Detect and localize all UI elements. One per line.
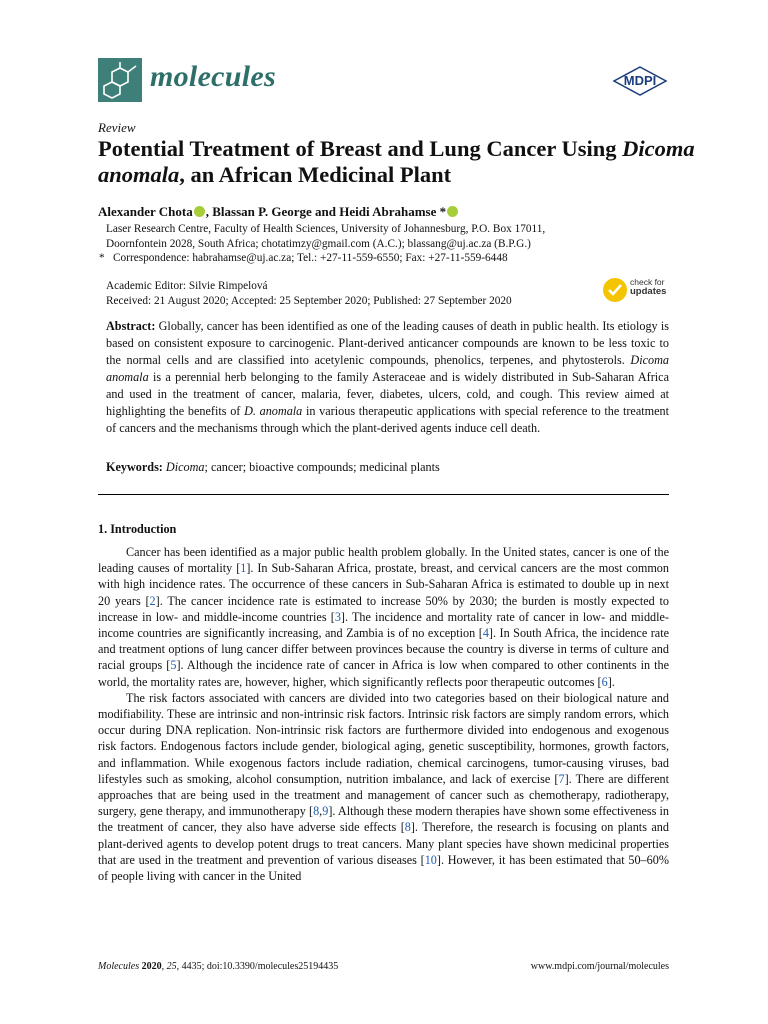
- abstract: [106, 318, 669, 437]
- citation-link[interactable]: 6: [601, 674, 608, 689]
- citation-link[interactable]: 9: [322, 804, 329, 819]
- correspondence: [99, 251, 666, 266]
- orcid-icon[interactable]: [194, 206, 205, 217]
- abstract-label: Abstract:: [106, 319, 156, 333]
- citation-link[interactable]: 7: [558, 771, 565, 786]
- citation-link[interactable]: 1: [240, 561, 247, 576]
- journal-name: molecules: [150, 60, 277, 93]
- keywords-rest: ; cancer; bioactive compounds; medicinal plants: [204, 460, 440, 474]
- citation-link[interactable]: 2: [149, 593, 156, 608]
- correspondence-text: Correspondence: habrahamse@uj.ac.za; Tel.: +27-11-559-6550; Fax: +27-11-559-6448: [113, 252, 508, 264]
- title-part1: Potential Treatment of Breast and Lung Cancer Using: [98, 136, 623, 161]
- check-updates-bottom: updates: [630, 286, 667, 297]
- paragraph-1: Cancer has been identified as a major public health problem globally. In the United states, cancer is one of the leading causes of mortality [1]. In Sub-Saharan Africa, prostate, breast, and cervical cancers are the most common with high incidence rates. The occurrence of these cancers in Sub-Saharan Africa is estimated to double up in next 20 years [2]. The cancer incidence rate is estimated to increase 50% by 2030; the burden is mostly expected to increase in low- and middle-income countries [3]. The incidence and mortality rate of cancer in low- and middle-income countries are significantly increasing, and Zambia is of no exception [4]. In South Africa, the incidence rate and treatment options of lung cancer differ between provinces because the country is diverse in terms of culture and racial groups [5]. Although the incidence rate of cancer in Africa is low when compared to other continents in the world, the mortality rates are, however, higher, which significantly reflects poor therapeutic outcomes [6].: [98, 545, 670, 689]
- citation-link[interactable]: 3: [334, 609, 341, 624]
- citation-link[interactable]: 8: [313, 804, 320, 819]
- author-list: [98, 204, 459, 220]
- footer-citation: Molecules 2020, 25, 4435; doi:10.3390/molecules25194435: [98, 961, 339, 972]
- abstract-text: in various therapeutic applications with special reference to the treatment of cancers and the mechanisms through which the plant-derived agents induce cell death.: [106, 404, 669, 435]
- body-text: [98, 544, 669, 884]
- abstract-text: is a perennial herb belonging to the family Asteraceae and is widely distributed in Sub-Saharan Africa and used in the treatment of cancer, malaria, fever, diabetes, ulcers, cold, and cough. This review aimed at highlighting the benefits of: [106, 370, 669, 418]
- affiliation-line-1: Laser Research Centre, Faculty of Health Sciences, University of Johannesburg, P.O. Box 17011,: [106, 223, 546, 235]
- divider: [98, 494, 669, 495]
- academic-editor: Academic Editor: Silvie Rimpelová: [106, 280, 268, 292]
- author-1[interactable]: Alexander Chota: [98, 204, 193, 219]
- article-type: Review: [98, 120, 136, 135]
- check-for-updates-badge[interactable]: [602, 276, 670, 304]
- paragraph-2: The risk factors associated with cancers are divided into two categories based on their biological nature and modifiability. These are intrinsic and non-intrinsic risk factors. Intrinsic risk factors are simply random errors, which occur during DNA replication. Non-intrinsic risk factors are furthermore divided into endogenous and exogenous risk factors. Endogenous factors include gender, biological aging, genetic susceptibility, hormones, growth factors, and inflammation. While exogenous factors include radiation, chemical carcinogens, tumor-causing viruses, bad lifestyles such as smoking, alcohol consumption, nutrition imbalance, and lack of exercise [7]. There are different approaches that are being used in the treatment and management of cancer such as chemotherapy, radiotherapy, surgery, gene therapy, and immunotherapy [8,9]. Although these modern therapies have shown some effectiveness in the treatment of cancer, they also have adverse side effects [8]. Therefore, the research is focusing on plants and plant-derived agents to develop potent drugs to treat cancers. Many plant species have shown medicinal properties that are used in the treatment and prevention of various diseases [10]. However, it has been estimated that 50–60% of people living with cancer in the United: [98, 690, 670, 884]
- check-updates-top: check for: [630, 277, 665, 287]
- citation-link[interactable]: 8: [404, 820, 411, 835]
- abstract-italic: Dicoma anomala: [106, 353, 669, 384]
- publication-dates: Received: 21 August 2020; Accepted: 25 September 2020; Published: 27 September 2020: [106, 294, 512, 307]
- article-title: [98, 136, 698, 188]
- footer-url[interactable]: www.mdpi.com/journal/molecules: [530, 961, 669, 972]
- citation-link[interactable]: 5: [170, 658, 177, 673]
- title-part2: , an African Medicinal Plant: [179, 162, 452, 187]
- check-updates-icon: [602, 277, 628, 303]
- keyword-italic: Dicoma: [165, 460, 205, 474]
- citation-link[interactable]: 4: [482, 626, 489, 641]
- section-heading: 1. Introduction: [98, 522, 177, 536]
- page-footer: [98, 961, 669, 972]
- correspondence-mark: *: [99, 252, 105, 264]
- keywords: [106, 460, 669, 475]
- mdpi-logo[interactable]: [612, 66, 668, 96]
- author-rest: , Blassan P. George and Heidi Abrahamse *: [205, 204, 447, 219]
- title-italic: Dicoma anomala: [98, 136, 695, 187]
- editorial-info: [106, 279, 626, 308]
- mdpi-logo-text: MDPI: [623, 73, 657, 88]
- affiliation: [99, 222, 666, 266]
- journal-logo-icon: [98, 58, 142, 102]
- affiliation-line-2: Doornfontein 2028, South Africa; chotatimzy@gmail.com (A.C.); blassang@uj.ac.za (B.P.G.): [106, 237, 531, 250]
- citation-link[interactable]: 10: [424, 852, 437, 867]
- abstract-italic: D. anomala: [244, 404, 303, 418]
- keywords-label: Keywords:: [106, 460, 163, 474]
- abstract-text: Globally, cancer has been identified as one of the leading causes of death in public health. Its etiology is based on consistent exposure to carcinogenic. Plant-derived anticancer compounds are known to be less toxic to the normal cells and are classified into acetylenic compounds, phenolics, terpenes, and phytosterols.: [106, 319, 669, 367]
- orcid-icon[interactable]: [447, 206, 458, 217]
